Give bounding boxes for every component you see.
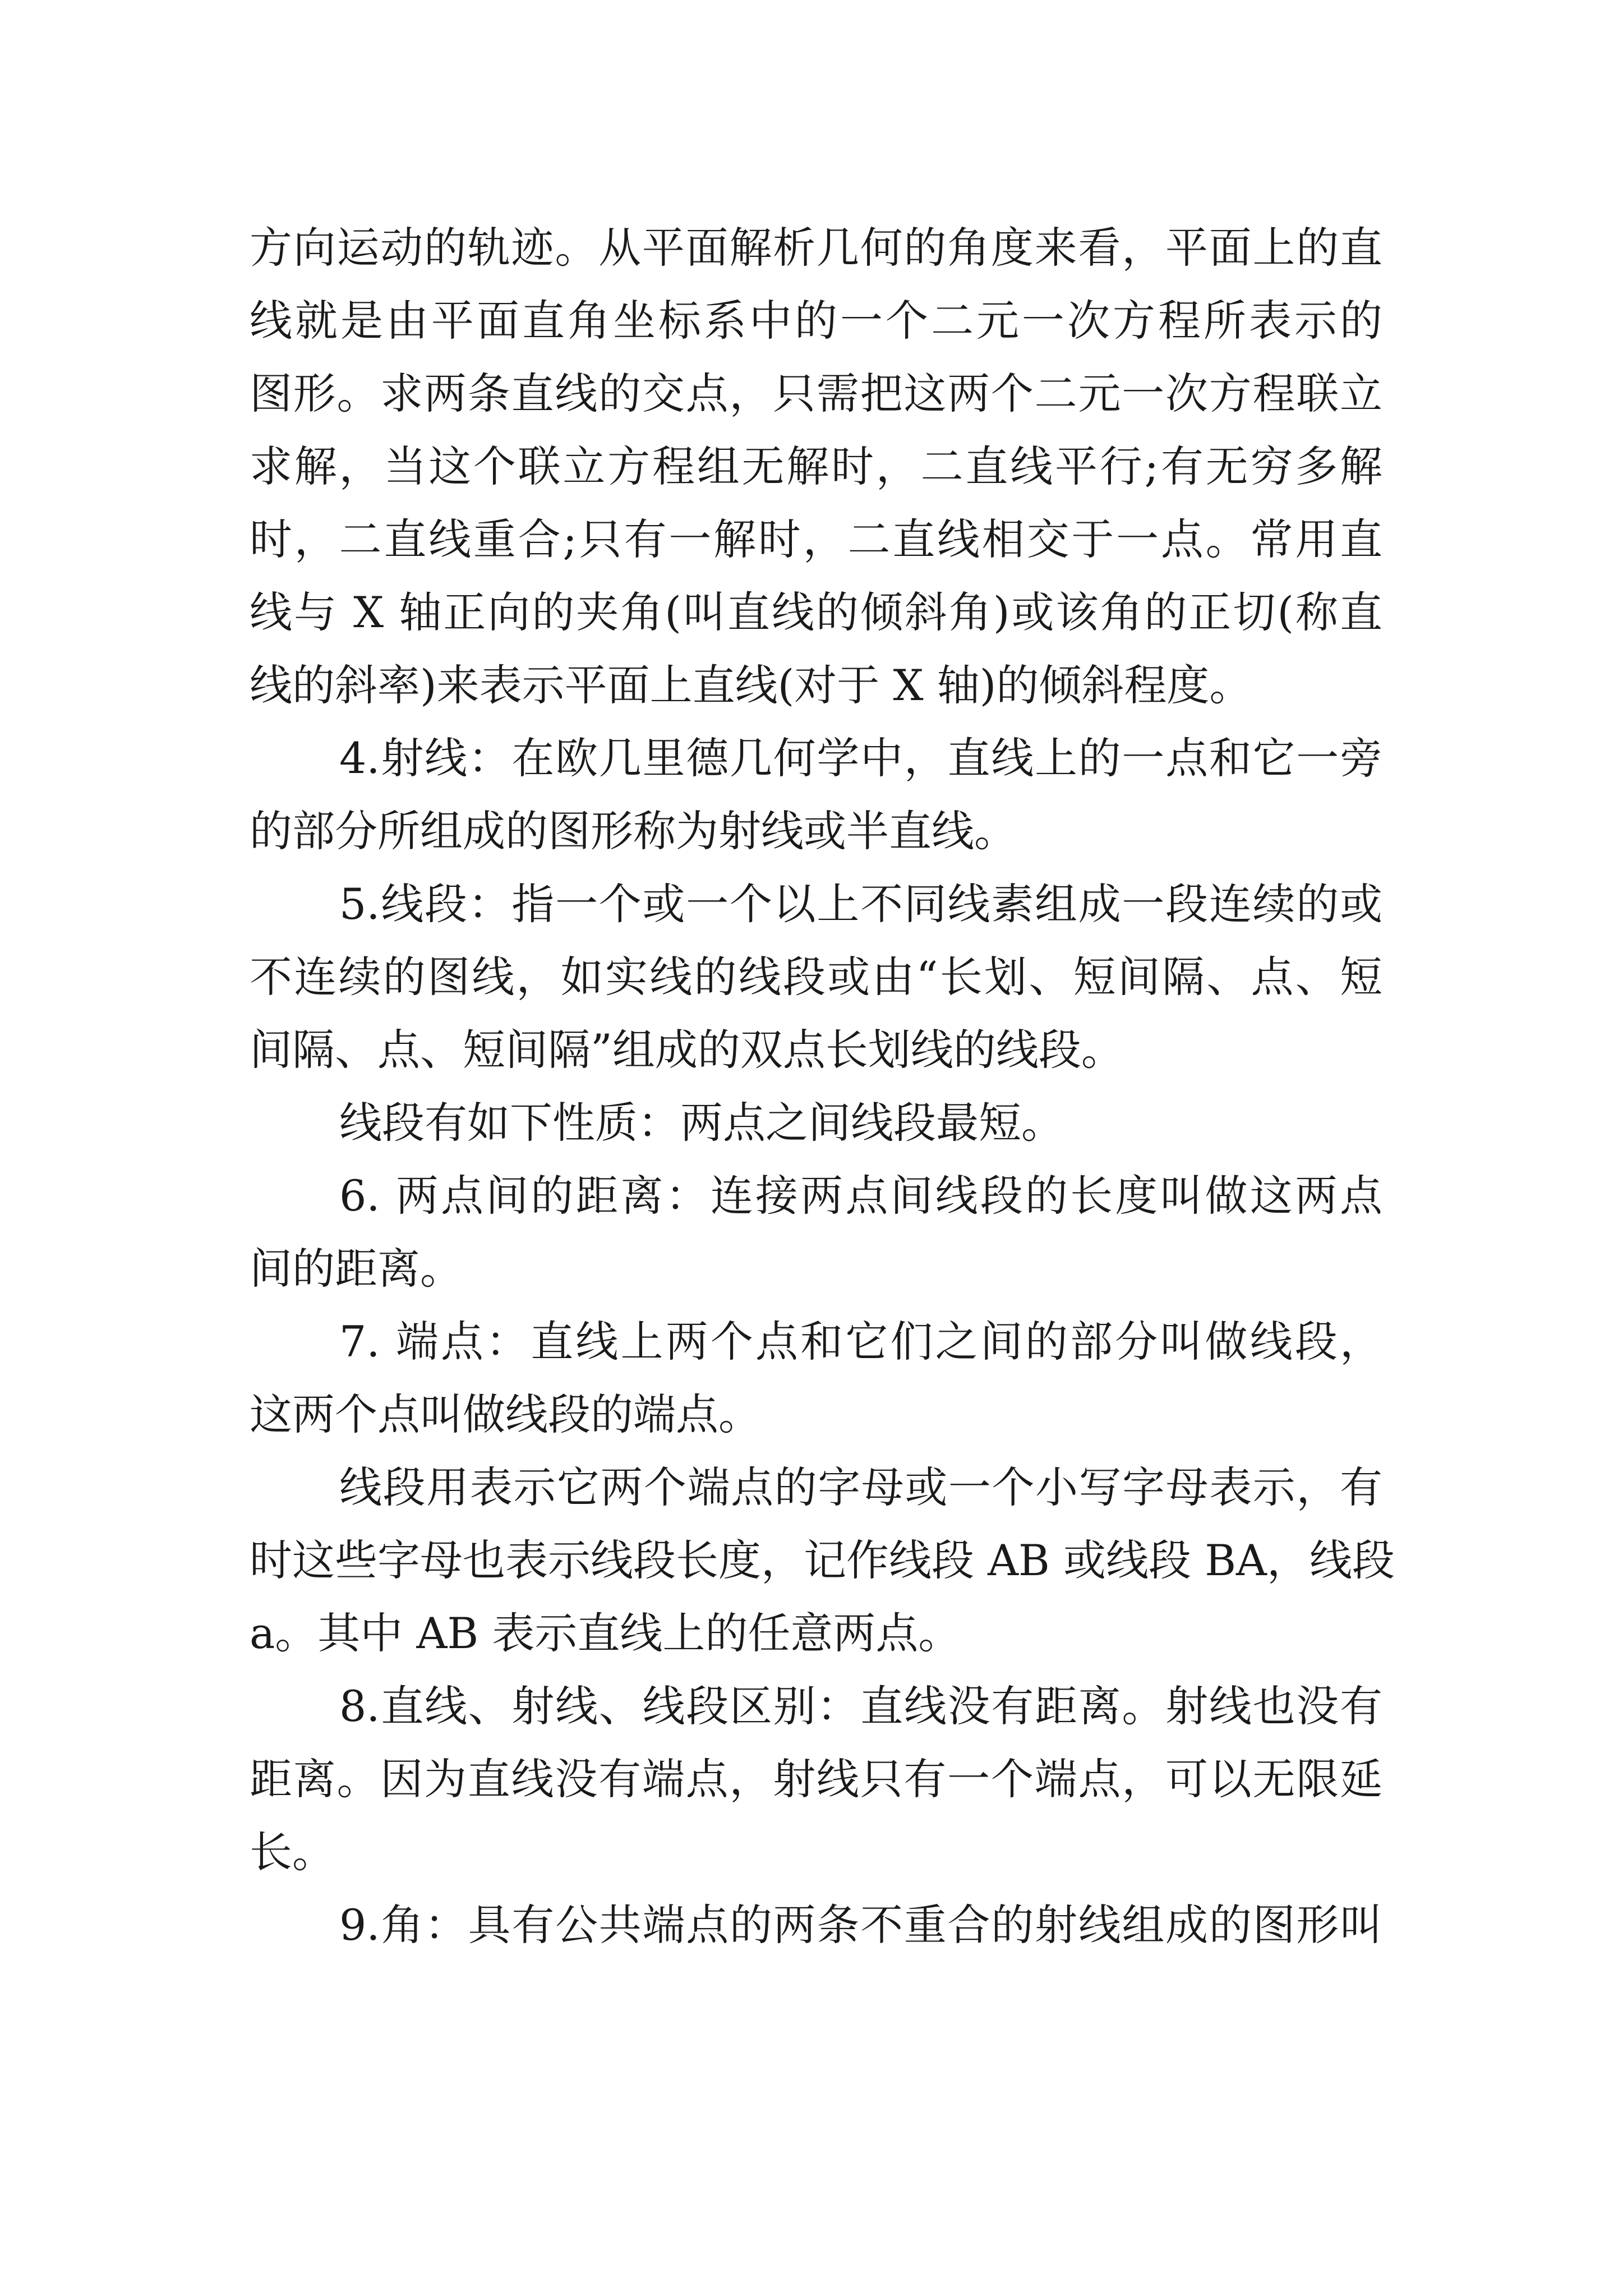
- paragraph-line: 9.角：具有公共端点的两条不重合的射线组成的图形叫: [339, 1900, 1382, 1950]
- paragraph-line: 距离。因为直线没有端点，射线只有一个端点，可以无限延: [250, 1754, 1382, 1804]
- paragraph-line: 8.直线、射线、线段区别：直线没有距离。射线也没有: [339, 1681, 1382, 1731]
- paragraph-line: 5.线段：指一个或一个以上不同线素组成一段连续的或: [339, 879, 1382, 929]
- paragraph-line: 方向运动的轨迹。从平面解析几何的角度来看，平面上的直: [250, 223, 1382, 273]
- paragraph-line: 的部分所组成的图形称为射线或半直线。: [250, 806, 1017, 856]
- paragraph-line: 线就是由平面直角坐标系中的一个二元一次方程所表示的: [250, 296, 1382, 346]
- paragraph-line: 6. 两点间的距离：连接两点间线段的长度叫做这两点: [339, 1171, 1382, 1221]
- paragraph-line: a。其中 AB 表示直线上的任意两点。: [250, 1608, 961, 1658]
- paragraph-line: 这两个点叫做线段的端点。: [250, 1389, 761, 1439]
- paragraph-line: 线与 X 轴正向的夹角(叫直线的倾斜角)或该角的正切(称直: [250, 587, 1382, 637]
- paragraph-line: 线段用表示它两个端点的字母或一个小写字母表示，有: [339, 1462, 1382, 1512]
- paragraph-line: 线段有如下性质：两点之间线段最短。: [339, 1098, 1064, 1148]
- paragraph-line: 间的距离。: [250, 1244, 463, 1294]
- paragraph-line: 线的斜率)来表示平面上直线(对于 X 轴)的倾斜程度。: [250, 660, 1252, 710]
- paragraph-line: 7. 端点：直线上两个点和它们之间的部分叫做线段，: [339, 1317, 1382, 1366]
- paragraph-line: 求解，当这个联立方程组无解时，二直线平行;有无穷多解: [250, 441, 1382, 491]
- paragraph-line: 图形。求两条直线的交点，只需把这两个二元一次方程联立: [250, 369, 1382, 418]
- paragraph-line: 时这些字母也表示线段长度，记作线段 AB 或线段 BA，线段: [250, 1535, 1395, 1585]
- paragraph-line: 长。: [250, 1827, 335, 1877]
- paragraph-line: 4.射线：在欧几里德几何学中，直线上的一点和它一旁: [339, 733, 1382, 783]
- paragraph-line: 时，二直线重合;只有一解时，二直线相交于一点。常用直: [250, 514, 1382, 564]
- paragraph-line: 间隔、点、短间隔”组成的双点长划线的线段。: [250, 1025, 1124, 1075]
- paragraph-line: 不连续的图线，如实线的线段或由“长划、短间隔、点、短: [250, 952, 1382, 1002]
